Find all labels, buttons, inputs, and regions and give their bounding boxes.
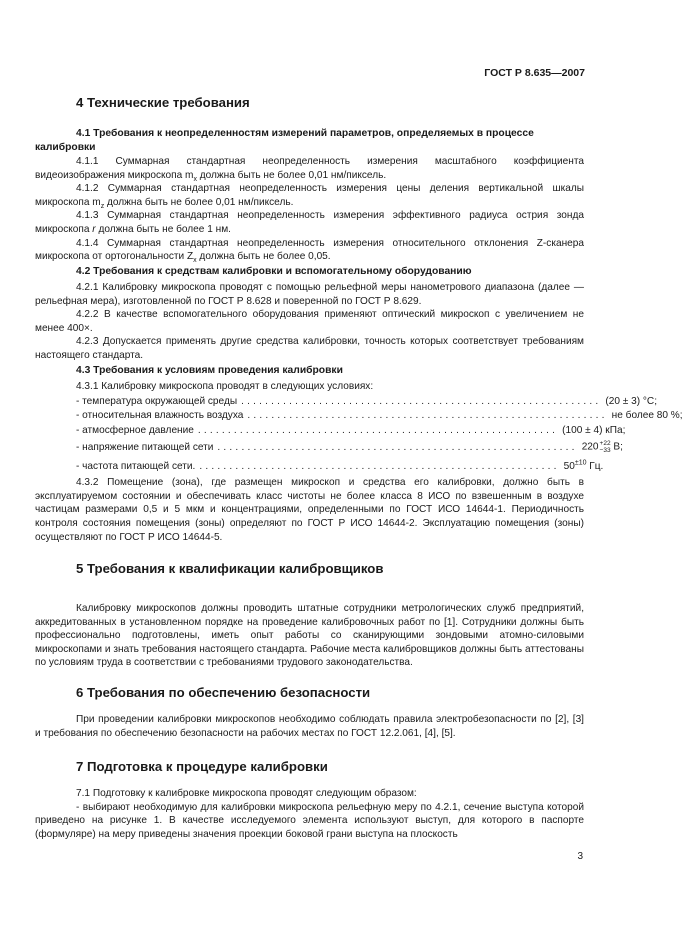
section-6-title: 6 Требования по обеспечению безопасности bbox=[76, 685, 371, 700]
dot-leader: ............................................................ bbox=[197, 424, 559, 436]
condition-row: - относительная влажность воздуха ............................................................ не более 80 %; bbox=[76, 410, 683, 422]
section-7-body bbox=[35, 787, 584, 841]
paragraph-4-3-1: 4.3.1 Калибровку микроскопа проводят в следующих условиях: bbox=[76, 381, 374, 392]
section-7-title: 7 Подготовка к процедуре калибровки bbox=[76, 759, 328, 774]
paragraph-7-1: 7.1 Подготовку к калибровке микроскопа проводят следующим образом: bbox=[76, 788, 417, 799]
paragraph-4-3-2: 4.3.2 Помещение (зона), где размещен микроскоп и средства его калибровки, должно быть в эксплуатируемом состоянии и обеспечивать класс чистоты не более класса 8 ИСО по взвешенным в воздухе частицам размерами 0,5 и 5 мкм и концентрациями, определенными по ГОСТ ИСО 14644-1. Периодичность контроля состояния помещения (зоны) определяют по ГОСТ Р ИСО 14644-2. Эксплуатацию помещения (зоны) осуществляют по ГОСТ Р ИСО 14644-5. bbox=[35, 477, 584, 543]
paragraph-4-1-2: 4.1.2 Суммарная стандартная неопределенность измерения цены деления вертикальной шкалы микроскопа $m_z$ должна быть не более 0,01 нм/пиксель. bbox=[35, 183, 584, 210]
dot-leader: ............................................................ bbox=[247, 410, 608, 422]
section-4-3-body bbox=[35, 380, 683, 544]
section-4-1-body bbox=[35, 155, 584, 264]
section-4-3-title: 4.3 Требования к условиям проведения калибровки bbox=[76, 365, 343, 376]
dot-leader: ............................................................ bbox=[241, 395, 602, 407]
section-5-body bbox=[35, 602, 584, 670]
paragraph-4-1-1: 4.1.1 Суммарная стандартная неопределенность измерения масштабного коэффициента видеоизображения микроскопа $m_x$ должна быть не более 0,01 нм/пиксель. bbox=[35, 156, 584, 183]
section-4-title: 4 Технические требования bbox=[76, 95, 250, 110]
paragraph-7-1-item: - выбирают необходимую для калибровки микроскопа рельефную меру по 4.2.1, сечение выступа которой приведено на рисунке 1. В качестве исследуемого элемента используют выступ, для которого в паспорте (формуляре) на меру приведены значения проекции боковой грани выступа на плоскость bbox=[35, 801, 584, 840]
section-5-title: 5 Требования к квалификации калибровщиков bbox=[76, 561, 384, 576]
paragraph-6: При проведении калибровки микроскопов необходимо соблюдать правила электробезопасности по [2], [3] и требования по обеспечению безопасности на рабочих местах по ГОСТ 12.2.061, [4], [5]. bbox=[35, 714, 584, 739]
dot-leader: ............................................................ bbox=[199, 460, 560, 472]
section-4-2-body bbox=[35, 281, 584, 363]
paragraph-4-1-3: 4.1.3 Суммарная стандартная неопределенность измерения эффективного радиуса острия зонда микроскопа r должна быть не более 1 нм. bbox=[35, 210, 584, 235]
dot-leader: ............................................................ bbox=[217, 442, 578, 454]
condition-row: - напряжение питающей сети ............................................................ 220 +22 −33 В; bbox=[76, 440, 623, 455]
section-4-2-title: 4.2 Требования к средствам калибровки и вспомогательному оборудованию bbox=[76, 266, 472, 277]
condition-row: - частота питающей сети. ............................................................ $50^{\pm 10}$ Гц. bbox=[76, 459, 604, 472]
document-code: ГОСТ Р 8.635—2007 bbox=[484, 67, 585, 79]
paragraph-5: Калибровку микроскопов должны проводить штатные сотрудники метрологических служб предприятий, аккредитованных в установленном порядке на проведение калибровочных работ по [1]. Сотрудники должны быть профессионально подготовлены, иметь опыт работы со сканирующими зондовыми атомно-силовыми микроскопами и знать требования настоящего стандарта. Рабочие места калибровщиков должны быть аттестованы по условиям труда в соответствии с требованиями трудового законодательства. bbox=[35, 603, 584, 669]
condition-row: - температура окружающей среды ............................................................ (20 ± 3) °C; bbox=[76, 395, 658, 407]
section-6-body bbox=[35, 713, 584, 740]
paragraph-4-2-2: 4.2.2 В качестве вспомогательного оборудования применяют оптический микроскоп с увеличением не менее 400×. bbox=[35, 309, 584, 334]
paragraph-4-2-3: 4.2.3 Допускается применять другие средства калибровки, точность которых соответствует требованиям настоящего стандарта. bbox=[35, 336, 584, 361]
condition-row: - атмосферное давление ............................................................ (100 ± 4) кПа; bbox=[76, 424, 626, 436]
section-4-1-title: 4.1 Требования к неопределенностям измерений параметров, определяемых в процессе калибровки bbox=[35, 128, 534, 153]
page-number: 3 bbox=[577, 851, 583, 862]
paragraph-4-2-1: 4.2.1 Калибровку микроскопа проводят с помощью рельефной меры нанометрового диапазона (далее — рельефная мера), изготовленной по ГОСТ Р 8.628 и поверенной по ГОСТ Р 8.629. bbox=[35, 282, 584, 307]
paragraph-4-1-4: 4.1.4 Суммарная стандартная неопределенность измерения относительного отклонения Z-сканера микроскопа от ортогональности $Z_x$ должна быть не более 0,05. bbox=[35, 237, 584, 265]
